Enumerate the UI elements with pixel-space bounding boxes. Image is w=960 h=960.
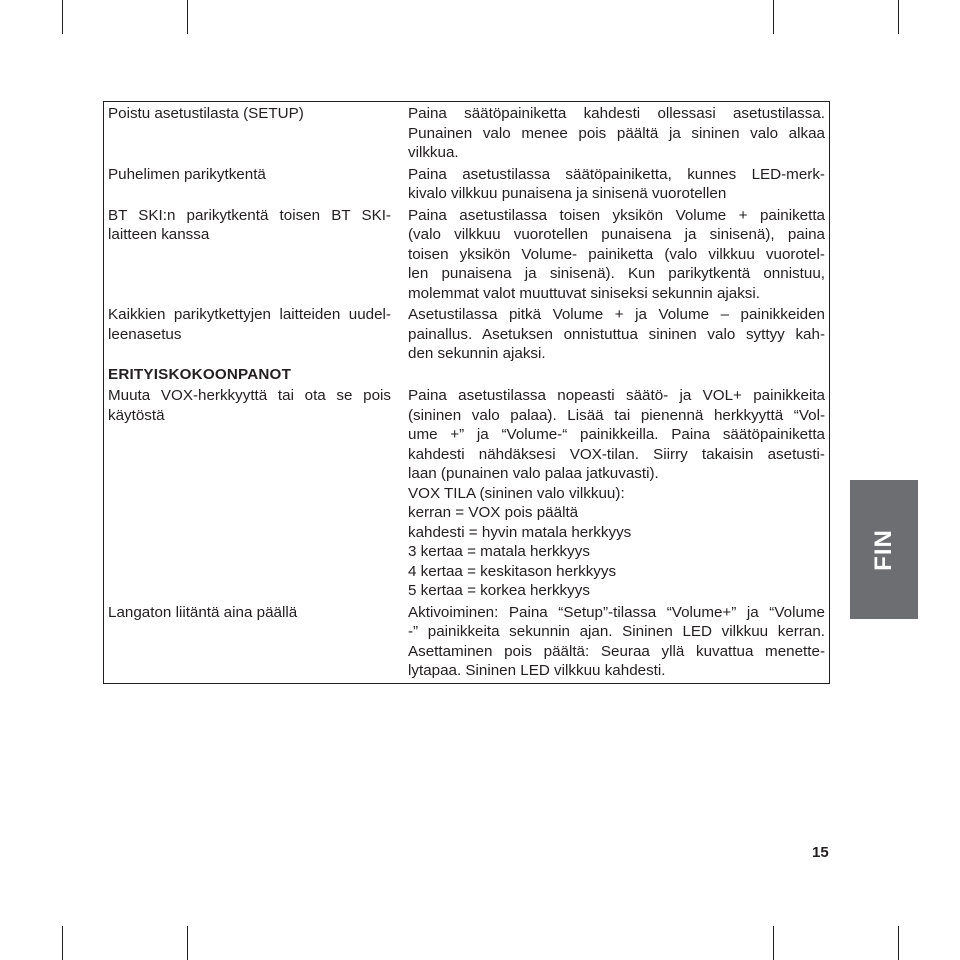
instruction-line: 3 kertaa = matala herkkyys xyxy=(408,543,590,560)
instruction-line: molemmat valot muuttuvat siniseksi sekunnin ajaksi. xyxy=(408,284,760,302)
crop-mark-bottom-right xyxy=(898,926,899,960)
instruction-cell xyxy=(400,384,829,601)
instruction-line: laan (punainen valo palaa jatkuvasti). xyxy=(408,465,659,482)
instruction-line: kivalo vilkkuu punaisena ja sinisenä vuorotellen xyxy=(408,185,727,202)
instruction-line: -” painikkeita sekunnin ajan. Sininen LED vilkkuu kerran. xyxy=(408,623,825,640)
instruction-line: Aktivoiminen: Paina “Setup”-tilassa “Volume+” ja “Volume xyxy=(408,603,825,621)
page-number: 15 xyxy=(812,844,829,861)
instruction-line: vilkkua. xyxy=(408,144,459,161)
section-heading: ERITYISKOKOONPANOT xyxy=(108,365,292,383)
instruction-line: (sininen valo palaa). Lisää tai pienennä herkkyyttä “Vol- xyxy=(408,406,825,424)
function-label: leenasetus xyxy=(108,325,182,343)
table-row xyxy=(104,601,829,683)
function-label: laitteen kanssa xyxy=(108,226,210,243)
instruction-line: toisen yksikön Volume- painiketta (valo vilkkuu vuorotel- xyxy=(408,245,825,263)
settings-table xyxy=(103,101,830,684)
crop-mark-bottom-mid-left xyxy=(187,926,188,960)
function-label: käytöstä xyxy=(108,406,165,424)
crop-mark-top-mid-left xyxy=(187,0,188,34)
crop-mark-bottom-left xyxy=(62,926,63,960)
function-label: Poistu asetustilasta (SETUP) xyxy=(108,105,304,122)
instruction-line: VOX TILA (sininen valo vilkkuu): xyxy=(408,484,625,502)
instruction-line: Paina säätöpainiketta kahdesti ollessasi asetustilassa. xyxy=(408,105,825,122)
function-cell xyxy=(104,163,400,204)
table-row xyxy=(104,384,829,601)
instruction-cell xyxy=(400,102,829,163)
function-label: Puhelimen parikytkentä xyxy=(108,165,266,183)
instruction-line: den sekunnin ajaksi. xyxy=(408,345,546,362)
function-label: Kaikkien parikytkettyjen laitteiden uudel- xyxy=(108,306,391,323)
instruction-line: ume +” ja “Volume-“ painikkeilla. Paina säätöpainiketta xyxy=(408,426,825,443)
instruction-cell xyxy=(400,303,829,364)
instruction-cell xyxy=(400,601,829,683)
instruction-line: lytapaa. Sininen LED vilkkuu kahdesti. xyxy=(408,662,666,679)
instruction-line: 4 kertaa = keskitason herkkyys xyxy=(408,562,617,580)
instruction-line: Paina asetustilassa nopeasti säätö- ja VOL+ painikkeita xyxy=(408,387,825,404)
instruction-line: Asettaminen pois päältä: Seuraa yllä kuvattua menette- xyxy=(408,642,825,660)
function-cell xyxy=(104,384,400,601)
instruction-line: kahdesti nähdäksesi VOX-tilan. Siirry takaisin asetusti- xyxy=(408,445,825,463)
instruction-line: painallus. Asetuksen onnistuttua sininen valo syttyy kah- xyxy=(408,325,825,343)
function-cell xyxy=(104,601,400,683)
section-heading-row xyxy=(104,364,829,385)
instruction-line: Paina asetustilassa säätöpainiketta, kunnes LED-merk- xyxy=(408,165,825,183)
instruction-line: (valo vilkkuu vuorotellen punaisena ja sinisenä), paina xyxy=(408,226,825,243)
instruction-line: Paina asetustilassa toisen yksikön Volume + painiketta xyxy=(408,206,825,224)
language-tab-label: FIN xyxy=(869,528,897,571)
function-label: BT SKI:n parikytkentä toisen BT SKI- xyxy=(108,206,391,224)
instruction-line: Asetustilassa pitkä Volume + ja Volume – painikkeiden xyxy=(408,306,825,323)
instruction-line: len punaisena ja sinisenä). Kun parikytkentä onnistuu, xyxy=(408,265,825,282)
instruction-line: Punainen valo menee pois päältä ja sininen valo alkaa xyxy=(408,124,825,142)
table-row xyxy=(104,163,829,204)
function-cell xyxy=(104,303,400,364)
function-label: Muuta VOX-herkkyyttä tai ota se pois xyxy=(108,387,391,404)
table-row xyxy=(104,303,829,364)
instruction-line: 5 kertaa = korkea herkkyys xyxy=(408,582,590,599)
table-row xyxy=(104,102,829,163)
instruction-cell xyxy=(400,204,829,304)
crop-mark-top-mid-right xyxy=(773,0,774,34)
function-cell xyxy=(104,204,400,304)
table-row xyxy=(104,204,829,304)
crop-mark-top-left xyxy=(62,0,63,34)
function-cell xyxy=(104,102,400,163)
crop-mark-top-right xyxy=(898,0,899,34)
instruction-line: kerran = VOX pois päältä xyxy=(408,504,579,521)
crop-mark-bottom-mid-right xyxy=(773,926,774,960)
instruction-cell xyxy=(400,163,829,204)
instruction-line: kahdesti = hyvin matala herkkyys xyxy=(408,523,632,541)
language-tab xyxy=(850,480,918,619)
function-label: Langaton liitäntä aina päällä xyxy=(108,603,298,621)
